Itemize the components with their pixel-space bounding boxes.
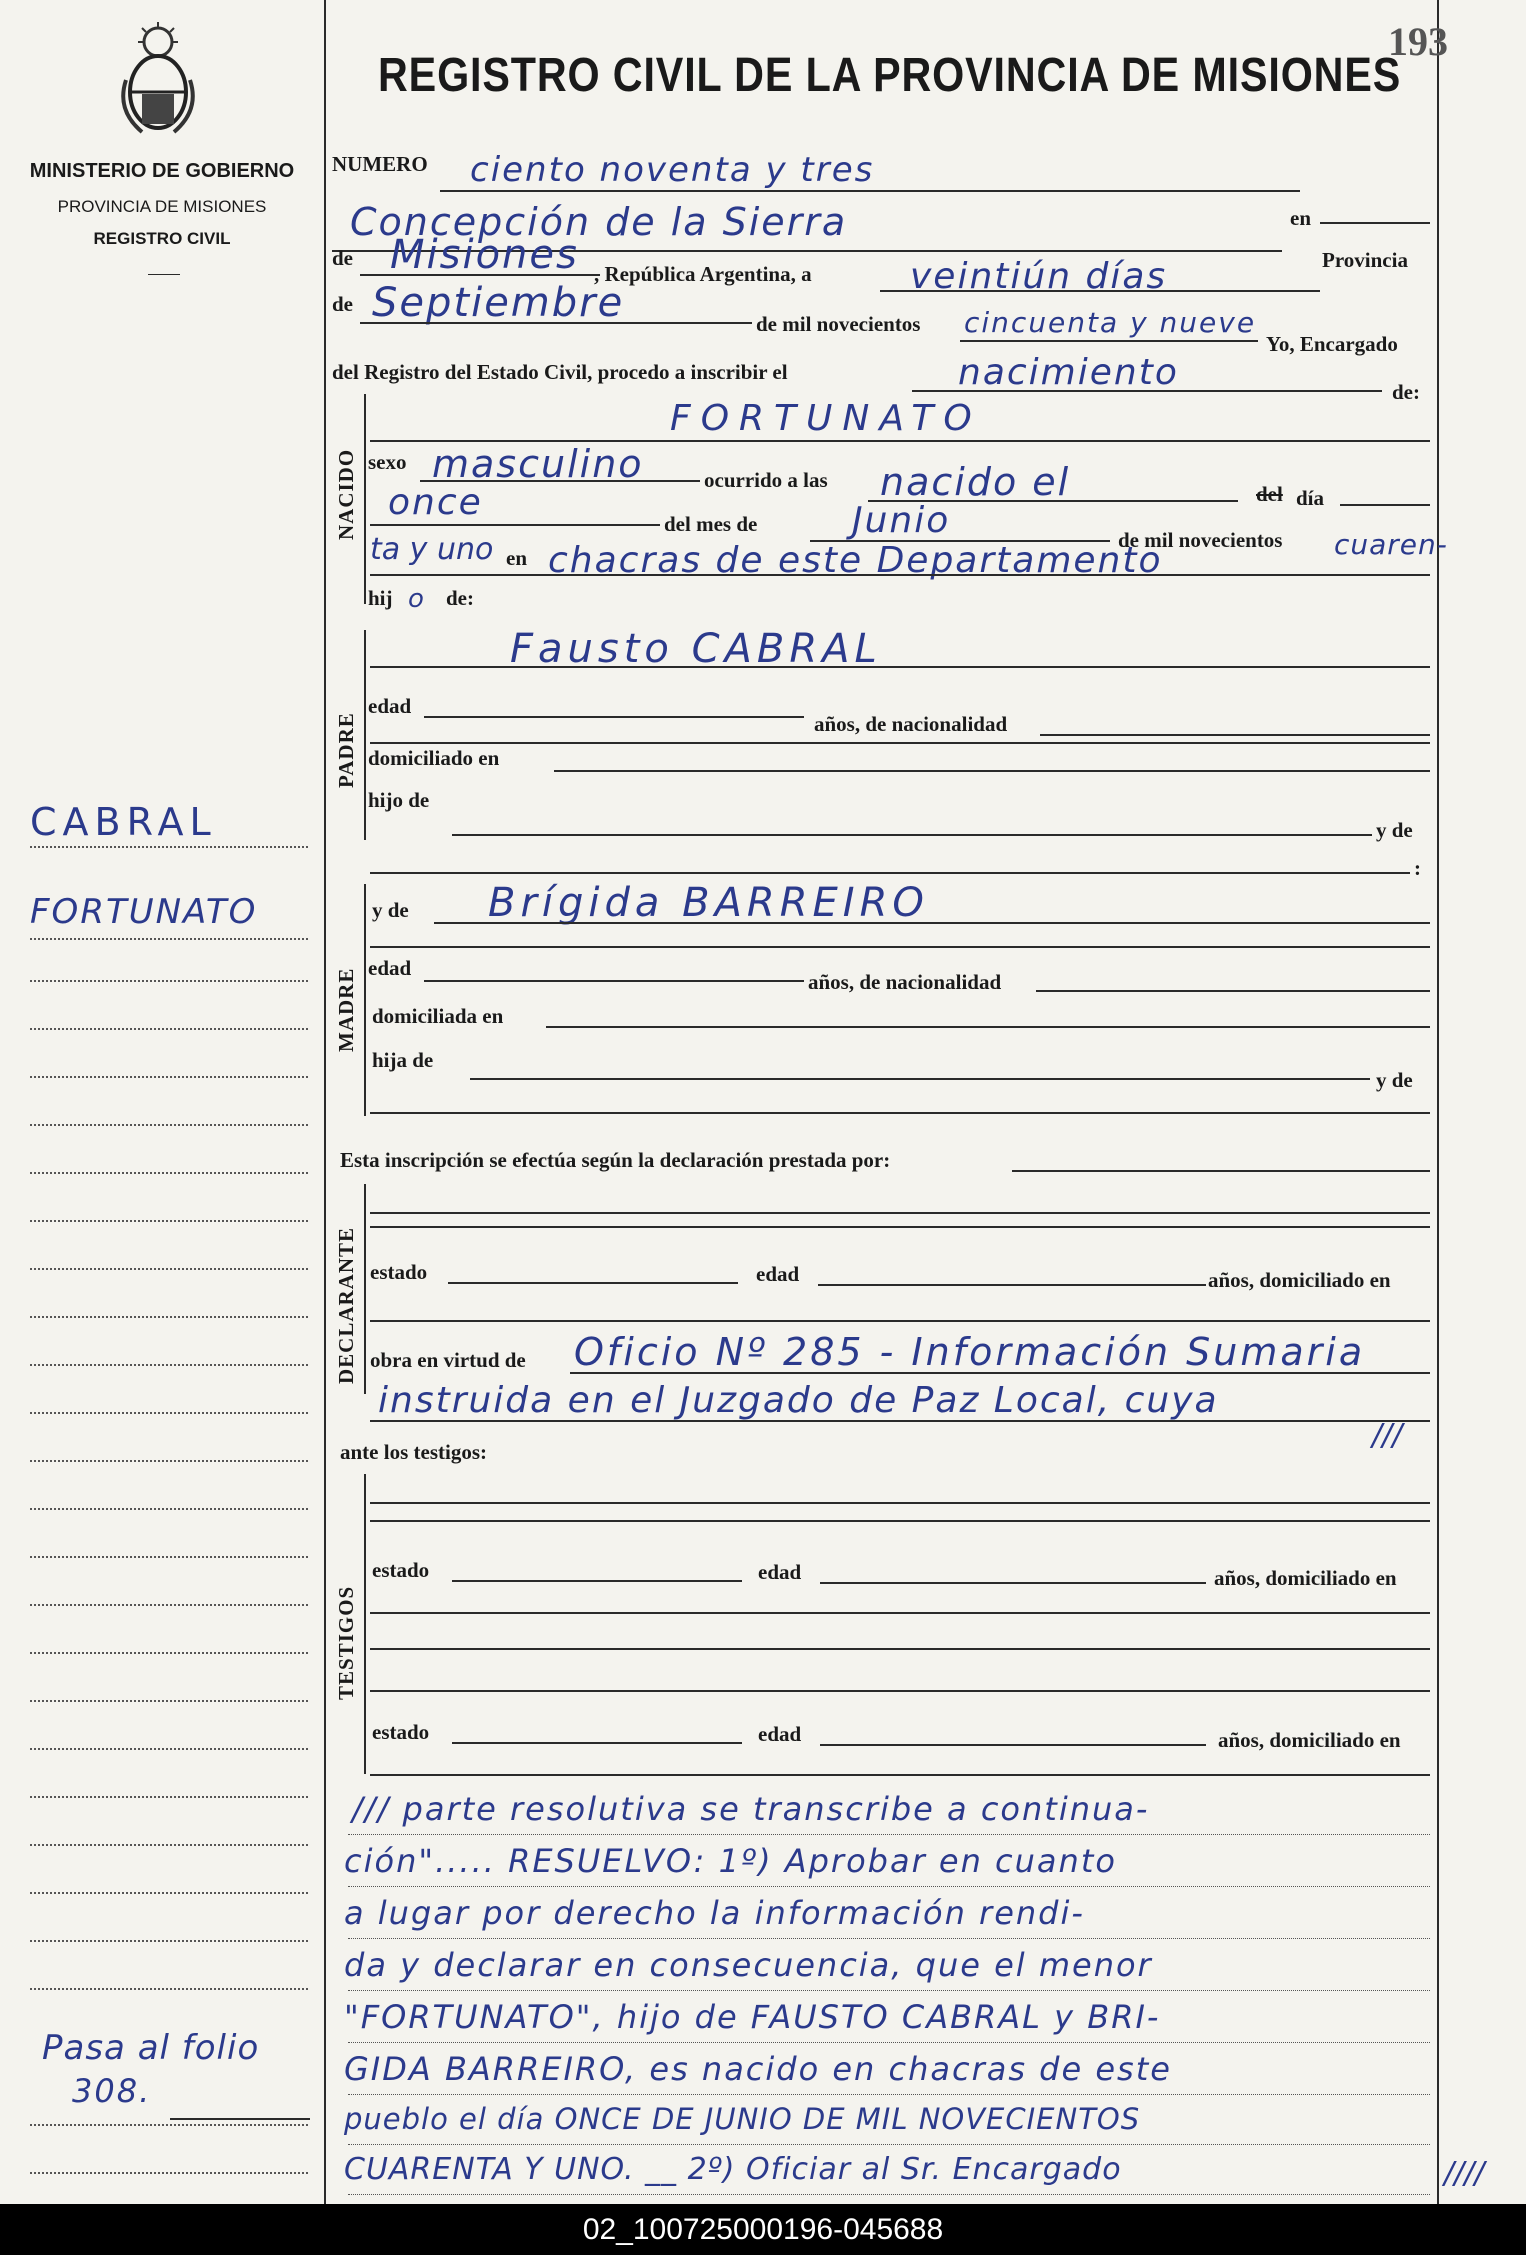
- padre-final-line: [370, 872, 1410, 874]
- nacido-lugar-value: chacras de este Departamento: [548, 540, 1163, 581]
- testigos-line2: [370, 1520, 1430, 1522]
- padre-anios-label: años, de nacionalidad: [814, 712, 1008, 736]
- testigo2-edad-label: edad: [758, 1722, 802, 1746]
- declarante-marks: ///: [1372, 1418, 1403, 1453]
- resolution-end-marks: ////: [1444, 2156, 1485, 2191]
- hijo-de-label: de:: [446, 586, 474, 610]
- testigo2-anios-label: años, domiciliado en: [1218, 1728, 1401, 1752]
- madre-y-de-label: y de: [372, 898, 409, 922]
- margin-surname: CABRAL: [30, 800, 217, 844]
- en-label: en: [1290, 206, 1311, 230]
- nacido-bracket: [364, 394, 366, 604]
- madre-extra-line: [370, 946, 1430, 948]
- madre-final-line: [370, 1112, 1430, 1114]
- margin-given-name: FORTUNATO: [30, 892, 258, 932]
- hijo-label: hij: [368, 586, 393, 610]
- madre-y-de-end: y de: [1376, 1068, 1413, 1092]
- mes-value: Septiembre: [372, 280, 625, 326]
- registro-text: del Registro del Estado Civil, procedo a inscribir el: [332, 360, 788, 384]
- declarante-estado-label: estado: [370, 1260, 428, 1284]
- margin-note-underline: [170, 2118, 310, 2120]
- testigo2-estado-line: [452, 1742, 742, 1744]
- mil-label: de mil novecientos: [1118, 528, 1283, 552]
- resolution-line: pueblo el día ONCE DE JUNIO DE MIL NOVECIENTOS: [344, 2102, 1141, 2136]
- padre-edad-line: [424, 716, 804, 718]
- declarante-line1: [370, 1212, 1430, 1214]
- nacido-dia-value: once: [388, 482, 483, 523]
- nacido-nombre-value: FORTUNATO: [670, 398, 982, 439]
- page-title: REGISTRO CIVIL DE LA PROVINCIA DE MISIONES: [378, 49, 1402, 102]
- republica-text: , República Argentina, a: [594, 262, 812, 286]
- madre-domicilio-label: domiciliada en: [372, 1004, 504, 1028]
- en-line: [1320, 222, 1430, 224]
- madre-edad-label: edad: [368, 956, 412, 980]
- madre-hija-line: [470, 1078, 1370, 1080]
- anio-line: [960, 340, 1258, 342]
- ministry-header: [0, 160, 324, 249]
- testigo1-edad-label: edad: [758, 1560, 802, 1584]
- mes-line: [360, 322, 752, 324]
- padre-section-label: PADRE: [334, 712, 358, 788]
- declarante-estado-line: [448, 1282, 738, 1284]
- sexo-value: masculino: [432, 442, 644, 486]
- acto-line: [912, 390, 1382, 392]
- padre-bracket: [364, 630, 366, 840]
- nacido-dia-line: [370, 524, 660, 526]
- madre-anios-label: años, de nacionalidad: [808, 970, 1002, 994]
- testigo1-edad-line: [820, 1582, 1206, 1584]
- dia-line: [880, 290, 1320, 292]
- padre-nombre-value: Fausto CABRAL: [510, 626, 882, 672]
- resolution-line: a lugar por derecho la información rendi-: [344, 1894, 1085, 1932]
- padre-hijo-label: hijo de: [368, 788, 430, 812]
- madre-domicilio-line: [546, 1026, 1430, 1028]
- de2-label: de: [332, 292, 353, 316]
- ante-testigos-label: ante los testigos:: [340, 1440, 487, 1464]
- padre-nombre-line: [370, 666, 1430, 668]
- margin-line: [30, 938, 308, 940]
- declarante-line3: [370, 1320, 1430, 1322]
- padre-nacionalidad-line: [1040, 734, 1430, 736]
- hijo-suffix: o: [408, 584, 426, 614]
- ministry-line2: PROVINCIA DE MISIONES: [57, 197, 267, 216]
- madre-bracket: [364, 884, 366, 1116]
- column-divider: [324, 0, 326, 2204]
- resolution-line: GIDA BARREIRO, es nacido en chacras de este: [344, 2050, 1172, 2088]
- declarante-bracket: [364, 1184, 366, 1394]
- nacido-anio-value-b: ta y uno: [370, 532, 494, 567]
- madre-edad-line: [424, 980, 804, 982]
- page-number: 193: [1388, 19, 1448, 64]
- anio-value: cincuenta y nueve: [964, 306, 1257, 339]
- testigo2-edad-line: [820, 1744, 1206, 1746]
- ministry-line3: REGISTRO CIVIL: [93, 229, 231, 248]
- padre-colon: :: [1414, 856, 1421, 880]
- testigos-line5: [370, 1690, 1430, 1692]
- declarante-section-label: DECLARANTE: [334, 1226, 358, 1384]
- numero-label: NUMERO: [332, 152, 428, 176]
- ministry-divider: [148, 274, 180, 275]
- dia-value: veintiún días: [910, 256, 1168, 297]
- resolution-line: "FORTUNATO", hijo de FAUSTO CABRAL y BRI-: [344, 1998, 1161, 2036]
- obra-line1: [570, 1372, 1430, 1374]
- ocurrido-label: ocurrido a las: [704, 468, 828, 492]
- inscripcion-text: Esta inscripción se efectúa según la declaración prestada por:: [340, 1148, 891, 1172]
- provincia-value: Misiones: [390, 232, 579, 278]
- padre-hijo-line: [452, 834, 1372, 836]
- testigo2-estado-label: estado: [372, 1720, 430, 1744]
- nacido-mes-value: Junio: [852, 500, 951, 541]
- testigo1-estado-line: [452, 1580, 742, 1582]
- madre-nombre-line: [434, 922, 1430, 924]
- inscripcion-line: [1012, 1170, 1430, 1172]
- declarante-anios-label: años, domiciliado en: [1208, 1268, 1391, 1292]
- testigos-line6: [370, 1774, 1430, 1776]
- obra-label: obra en virtud de: [370, 1348, 526, 1372]
- padre-extra-line: [370, 742, 1430, 744]
- provincia-line: [360, 274, 600, 276]
- nacido-lugar-line: [370, 574, 1430, 576]
- declarante-edad-label: edad: [756, 1262, 800, 1286]
- testigos-line1: [370, 1502, 1430, 1504]
- testigo1-anios-label: años, domiciliado en: [1214, 1566, 1397, 1590]
- nacido-section-label: NACIDO: [334, 448, 358, 540]
- testigo1-estado-label: estado: [372, 1558, 430, 1582]
- dia-end-line: [1340, 504, 1430, 506]
- declarante-edad-line: [818, 1284, 1206, 1286]
- resolution-line: ción"..... RESUELVO: 1º) Aprobar en cuanto: [344, 1842, 1117, 1880]
- provincia-label: Provincia: [1322, 248, 1408, 272]
- ocurrido-value: nacido el: [880, 460, 1071, 504]
- padre-edad-label: edad: [368, 694, 412, 718]
- resolution-line: CUARENTA Y UNO. __ 2º) Oficiar al Sr. Encargado: [344, 2152, 1122, 2187]
- footer-id: 02_100725000196-045688: [0, 2204, 1526, 2255]
- testigos-line4: [370, 1648, 1430, 1650]
- testigos-section-label: TESTIGOS: [334, 1585, 358, 1700]
- obra-value2: instruida en el Juzgado de Paz Local, cuya: [378, 1380, 1219, 1421]
- testigos-bracket: [364, 1474, 366, 1774]
- de3-label: de:: [1392, 380, 1420, 404]
- declarante-line2: [370, 1226, 1430, 1228]
- mil-text: de mil novecientos: [756, 312, 921, 336]
- de-label: de: [332, 246, 353, 270]
- ministry-line1: MINISTERIO DE GOBIERNO: [29, 160, 295, 182]
- numero-value: ciento noventa y tres: [470, 150, 875, 190]
- padre-y-de-label: y de: [1376, 818, 1413, 842]
- margin-note-line1: Pasa al folio: [42, 2028, 260, 2068]
- madre-nombre-value: Brígida BARREIRO: [488, 880, 929, 926]
- padre-domicilio-line: [554, 770, 1430, 772]
- nacido-anio-value-a: cuaren-: [1334, 528, 1448, 561]
- nacido-en-label: en: [506, 546, 527, 570]
- sexo-label: sexo: [368, 450, 407, 474]
- madre-section-label: MADRE: [334, 967, 358, 1052]
- right-border: [1437, 0, 1439, 2204]
- resolution-line: da y declarar en consecuencia, que el menor: [344, 1946, 1153, 1984]
- resolution-line: /// parte resolutiva se transcribe a continua-: [352, 1790, 1150, 1828]
- coat-of-arms-icon: [112, 20, 204, 140]
- numero-line: [440, 190, 1300, 192]
- madre-nacionalidad-line: [1036, 990, 1430, 992]
- padre-domicilio-label: domiciliado en: [368, 746, 500, 770]
- lugar-value: Concepción de la Sierra: [350, 200, 848, 244]
- margin-line: [30, 846, 308, 848]
- madre-hija-label: hija de: [372, 1048, 434, 1072]
- obra-value1: Oficio Nº 285 - Información Sumaria: [574, 1330, 1366, 1374]
- yo-text: Yo, Encargado: [1266, 332, 1398, 356]
- dia-label: día: [1296, 486, 1325, 510]
- del-label: del: [1256, 482, 1283, 506]
- margin-note-line2: 308.: [72, 2072, 152, 2110]
- obra-line2: [370, 1420, 1430, 1422]
- testigos-line3: [370, 1612, 1430, 1614]
- mes-label: del mes de: [664, 512, 758, 536]
- acto-value: nacimiento: [958, 352, 1179, 393]
